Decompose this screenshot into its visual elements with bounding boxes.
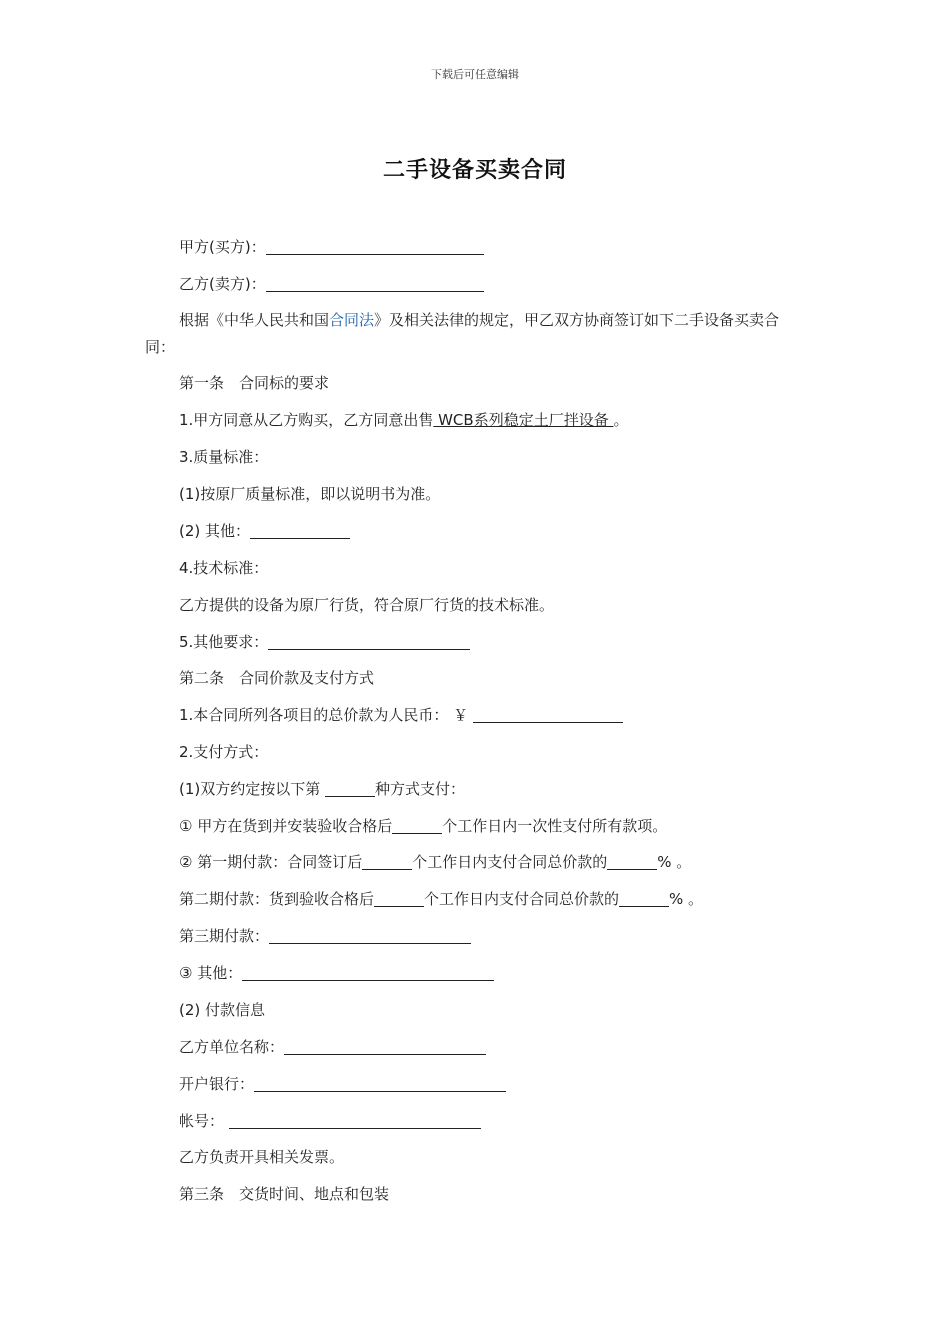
art2-option-3-blank[interactable] [242, 964, 494, 981]
art1-item5-label: 5.其他要求： [179, 633, 269, 651]
art2-unit-name-blank[interactable] [284, 1038, 486, 1055]
party-a-blank[interactable] [266, 238, 484, 255]
art2-item1 [179, 705, 623, 725]
art2-account-blank[interactable] [229, 1112, 481, 1129]
party-a-label: 甲方(买方)： [179, 238, 266, 256]
art2-option-2-days-blank[interactable] [362, 853, 412, 870]
intro-post: 》及相关法律的规定，甲乙双方协商签订如下二手设备买卖合同： [145, 311, 780, 356]
art2-account-label: 帐号： [179, 1112, 225, 1130]
art2-method-1-pre: (1)双方约定按以下第 [179, 780, 321, 798]
art2-payment-2-post: % 。 [669, 890, 704, 908]
art1-item3-1: (1)按原厂质量标准，即以说明书为准。 [179, 485, 441, 503]
page-header: 下载后可任意编辑 [431, 68, 519, 81]
intro-paragraph [145, 307, 805, 361]
art2-payment-2-days-blank[interactable] [374, 890, 424, 907]
art2-item2: 2.支付方式： [179, 743, 269, 761]
art1-item1 [179, 410, 628, 430]
art2-option-2-post: % 。 [657, 853, 692, 871]
art2-option-2-pre: ② 第一期付款：合同签订后 [179, 853, 363, 871]
art2-payment-2-percent-blank[interactable] [619, 890, 669, 907]
art2-option-1-post: 个工作日内一次性支付所有款项。 [442, 817, 668, 835]
art2-bank [179, 1074, 506, 1094]
art2-payment-3 [179, 926, 471, 946]
art2-bank-blank[interactable] [254, 1075, 506, 1092]
art1-item4: 4.技术标准： [179, 559, 269, 577]
art2-option-2 [179, 852, 691, 872]
article-1-title: 第一条 合同标的要求 [179, 374, 330, 392]
art2-payment-2-pre: 第二期付款：货到验收合格后 [179, 890, 375, 908]
article-3-title: 第三条 交货时间、地点和包装 [179, 1185, 390, 1203]
art2-option-2-mid: 个工作日内支付合同总价款的 [412, 853, 608, 871]
intro-pre: 根据《中华人民共和国 [179, 311, 330, 329]
art1-goods-name: WCB系列稳定土厂拌设备 [433, 411, 614, 429]
art2-item1-label: 1.本合同所列各项目的总价款为人民币： ￥ [179, 706, 469, 724]
art1-item3-2 [179, 521, 350, 541]
art1-item1-pre: 1.甲方同意从乙方购买，乙方同意出售 [179, 411, 434, 429]
art1-other-quality-blank[interactable] [250, 522, 350, 539]
art2-option-1-days-blank[interactable] [392, 817, 442, 834]
party-b-label: 乙方(卖方)： [179, 275, 266, 293]
art1-item5 [179, 632, 470, 652]
art2-account [179, 1111, 481, 1131]
art1-item3: 3.质量标准： [179, 448, 269, 466]
party-b-blank[interactable] [266, 275, 484, 292]
art1-item3-2-label: (2) 其他： [179, 522, 251, 540]
contract-law-link[interactable]: 合同法 [329, 311, 375, 329]
art1-item1-post: 。 [613, 411, 629, 429]
art2-option-1 [179, 816, 667, 836]
art2-payment-2-mid: 个工作日内支付合同总价款的 [424, 890, 620, 908]
art2-total-price-blank[interactable] [473, 706, 623, 723]
art2-method-1 [179, 779, 465, 799]
art2-method-1-post: 种方式支付： [375, 780, 466, 798]
art2-bank-label: 开户银行： [179, 1075, 255, 1093]
art1-other-req-blank[interactable] [268, 633, 470, 650]
art2-method-2: (2) 付款信息 [179, 1001, 266, 1019]
art1-item4-text: 乙方提供的设备为原厂行货，符合原厂行货的技术标准。 [179, 596, 555, 614]
art2-option-3-label: ③ 其他： [179, 964, 243, 982]
art2-option-3 [179, 963, 494, 983]
article-2-title: 第二条 合同价款及支付方式 [179, 669, 375, 687]
art2-unit-name [179, 1037, 486, 1057]
art2-option-1-pre: ① 甲方在货到并安装验收合格后 [179, 817, 393, 835]
party-b-line [179, 274, 484, 294]
art2-option-2-percent-blank[interactable] [607, 853, 657, 870]
art2-unit-name-label: 乙方单位名称： [179, 1038, 285, 1056]
art2-payment-2 [179, 889, 703, 909]
art2-invoice: 乙方负责开具相关发票。 [179, 1148, 345, 1166]
party-a-line [179, 237, 484, 257]
art2-payment-3-label: 第三期付款： [179, 927, 270, 945]
art2-payment-3-blank[interactable] [269, 927, 471, 944]
art2-method-choice-blank[interactable] [325, 780, 375, 797]
document-title: 二手设备买卖合同 [382, 158, 567, 183]
